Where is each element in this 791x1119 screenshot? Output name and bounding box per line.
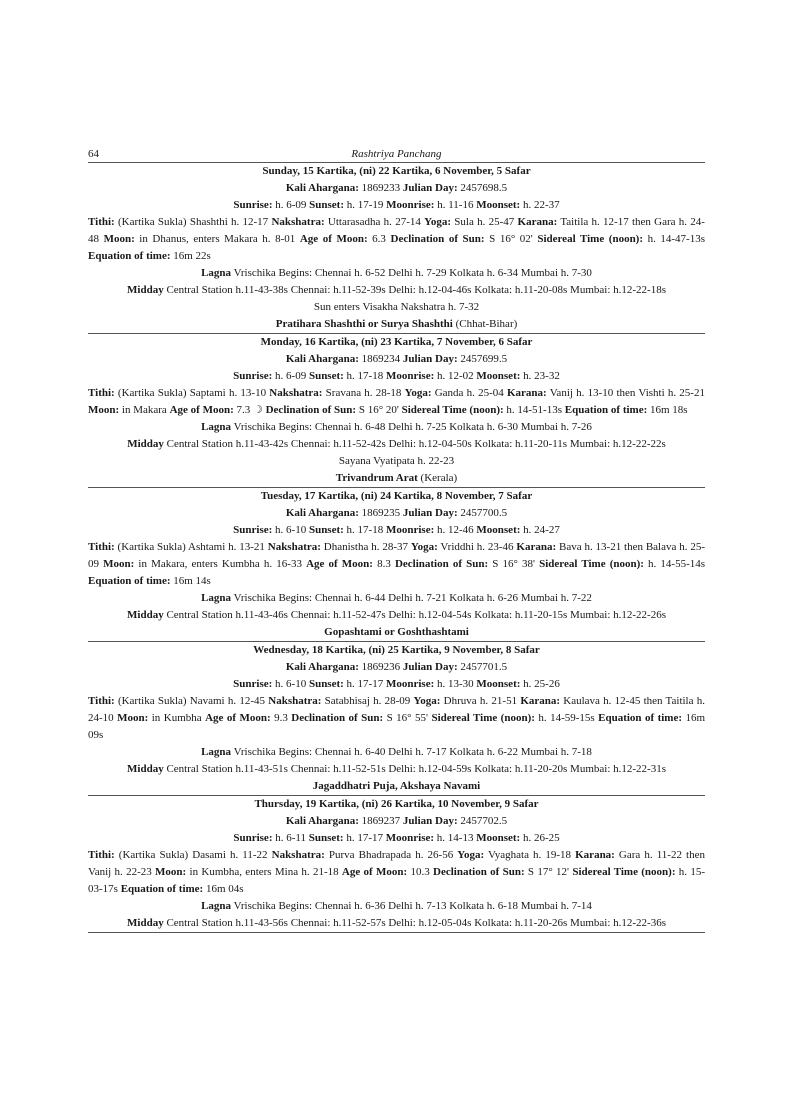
lagna-line: Lagna Vrischika Begins: Chennai h. 6-36 Delhi h. 7-13 Kolkata h. 6-18 Mumbai h. 7-14 bbox=[201, 900, 592, 912]
day-heading: Monday, 16 Kartika, (ni) 23 Kartika, 7 November, 6 Safar bbox=[260, 336, 533, 348]
lagna-line: Lagna Vrischika Begins: Chennai h. 6-44 Delhi h. 7-21 Kolkata h. 6-26 Mumbai h. 7-22 bbox=[201, 592, 592, 604]
midday-line: Midday Central Station h.11-43-42s Chennai: h.11-52-42s Delhi: h.12-04-50s Kolkata: h.11-20-11s Mumbai: h.12-22-22s bbox=[127, 438, 666, 450]
festival-line: Jagaddhatri Puja, Akshaya Navami bbox=[312, 780, 481, 792]
tithi-paragraph: Tithi: (Kartika Sukla) Dasami h. 11-22 Nakshatra: Purva Bhadrapada h. 26-56 Yoga: Vyaghata h. 19-18 Karana: Gara h. 11-22 then Vanij h. 22-23 Moon: in Kumbha, enters Mina h. 21-18 Age of Moon: 10.3 Declination of Sun: S 17° 12' Sidereal Time (noon): h. 15-03-17s Equation of time: 16m 04s bbox=[88, 849, 706, 895]
day-heading: Sunday, 15 Kartika, (ni) 22 Kartika, 6 November, 5 Safar bbox=[262, 165, 531, 177]
day-note: Sun enters Visakha Nakshatra h. 7-32 bbox=[313, 301, 480, 313]
sun-moon-times-line: Sunrise: h. 6-10 Sunset: h. 17-18 Moonrise: h. 12-46 Moonset: h. 24-27 bbox=[233, 524, 560, 536]
sun-moon-times-line: Sunrise: h. 6-10 Sunset: h. 17-17 Moonrise: h. 13-30 Moonset: h. 25-26 bbox=[233, 678, 560, 690]
day-heading: Thursday, 19 Kartika, (ni) 26 Kartika, 10 November, 9 Safar bbox=[254, 798, 539, 810]
midday-line: Midday Central Station h.11-43-51s Chennai: h.11-52-51s Delhi: h.12-04-59s Kolkata: h.11-20-20s Mumbai: h.12-22-31s bbox=[127, 763, 666, 775]
day-entries bbox=[88, 163, 705, 933]
festival-line: Gopashtami or Goshthashtami bbox=[324, 626, 469, 638]
sun-moon-times-line: Sunrise: h. 6-09 Sunset: h. 17-18 Moonrise: h. 12-02 Moonset: h. 23-32 bbox=[233, 370, 560, 382]
midday-line: Midday Central Station h.11-43-38s Chennai: h.11-52-39s Delhi: h.12-04-46s Kolkata: h.11-20-08s Mumbai: h.12-22-18s bbox=[127, 284, 666, 296]
day-entry bbox=[88, 334, 705, 487]
midday-line: Midday Central Station h.11-43-46s Chennai: h.11-52-47s Delhi: h.12-04-54s Kolkata: h.11-20-15s Mumbai: h.12-22-26s bbox=[127, 609, 666, 621]
midday-line: Midday Central Station h.11-43-56s Chennai: h.11-52-57s Delhi: h.12-05-04s Kolkata: h.11-20-26s Mumbai: h.12-22-36s bbox=[127, 917, 666, 929]
day-separator-rule bbox=[88, 932, 705, 933]
day-entry bbox=[88, 163, 705, 333]
page-number: 64 bbox=[88, 148, 99, 160]
day-entry bbox=[88, 488, 705, 641]
sun-moon-times-line: Sunrise: h. 6-11 Sunset: h. 17-17 Moonrise: h. 14-13 Moonset: h. 26-25 bbox=[233, 832, 560, 844]
lagna-line: Lagna Vrischika Begins: Chennai h. 6-52 Delhi h. 7-29 Kolkata h. 6-34 Mumbai h. 7-30 bbox=[201, 267, 592, 279]
day-entry bbox=[88, 642, 705, 795]
day-entry bbox=[88, 796, 705, 932]
kali-julian-line: Kali Ahargana: 1869236 Julian Day: 2457701.5 bbox=[285, 661, 508, 673]
calendar-page bbox=[88, 146, 705, 933]
day-heading: Wednesday, 18 Kartika, (ni) 25 Kartika, 9 November, 8 Safar bbox=[253, 644, 540, 656]
tithi-paragraph: Tithi: (Kartika Sukla) Navami h. 12-45 Nakshatra: Satabhisaj h. 28-09 Yoga: Dhruva h. 21-51 Karana: Kaulava h. 12-45 then Taitila h. 24-10 Moon: in Kumbha Age of Moon: 9.3 Declination of Sun: S 16° 55' Sidereal Time (noon): h. 14-59-15s Equation of time: 16m 09s bbox=[88, 695, 706, 741]
kali-julian-line: Kali Ahargana: 1869235 Julian Day: 2457700.5 bbox=[285, 507, 508, 519]
festival-line: Pratihara Shashthi or Surya Shashthi (Chhat-Bihar) bbox=[275, 318, 518, 330]
lagna-line: Lagna Vrischika Begins: Chennai h. 6-40 Delhi h. 7-17 Kolkata h. 6-22 Mumbai h. 7-18 bbox=[201, 746, 592, 758]
tithi-paragraph: Tithi: (Kartika Sukla) Saptami h. 13-10 Nakshatra: Sravana h. 28-18 Yoga: Ganda h. 25-04 Karana: Vanij h. 13-10 then Vishti h. 25-21 Moon: in Makara Age of Moon: 7.3 ☽ Declination of Sun: S 16° 20' Sidereal Time (noon): h. 14-51-13s Equation of time: 16m 18s bbox=[88, 387, 705, 416]
running-title: Rashtriya Panchang bbox=[351, 148, 442, 160]
day-heading: Tuesday, 17 Kartika, (ni) 24 Kartika, 8 November, 7 Safar bbox=[260, 490, 533, 502]
kali-julian-line: Kali Ahargana: 1869234 Julian Day: 2457699.5 bbox=[285, 353, 508, 365]
sun-moon-times-line: Sunrise: h. 6-09 Sunset: h. 17-19 Moonrise: h. 11-16 Moonset: h. 22-37 bbox=[233, 199, 560, 211]
day-note: Sayana Vyatipata h. 22-23 bbox=[338, 455, 455, 467]
tithi-paragraph: Tithi: (Kartika Sukla) Shashthi h. 12-17 Nakshatra: Uttarasadha h. 27-14 Yoga: Sula h. 25-47 Karana: Taitila h. 12-17 then Gara h. 24-48 Moon: in Dhanus, enters Makara h. 8-01 Age of Moon: 6.3 Declination of Sun: S 16° 02' Sidereal Time (noon): h. 14-47-13s Equation of time: 16m 22s bbox=[88, 216, 705, 262]
running-header bbox=[88, 146, 705, 162]
lagna-line: Lagna Vrischika Begins: Chennai h. 6-48 Delhi h. 7-25 Kolkata h. 6-30 Mumbai h. 7-26 bbox=[201, 421, 592, 433]
kali-julian-line: Kali Ahargana: 1869233 Julian Day: 2457698.5 bbox=[285, 182, 508, 194]
festival-line: Trivandrum Arat (Kerala) bbox=[335, 472, 458, 484]
tithi-paragraph: Tithi: (Kartika Sukla) Ashtami h. 13-21 Nakshatra: Dhanistha h. 28-37 Yoga: Vriddhi h. 23-46 Karana: Bava h. 13-21 then Balava h. 25-09 Moon: in Makara, enters Kumbha h. 16-33 Age of Moon: 8.3 Declination of Sun: S 16° 38' Sidereal Time (noon): h. 14-55-14s Equation of time: 16m 14s bbox=[88, 541, 706, 587]
kali-julian-line: Kali Ahargana: 1869237 Julian Day: 2457702.5 bbox=[285, 815, 508, 827]
